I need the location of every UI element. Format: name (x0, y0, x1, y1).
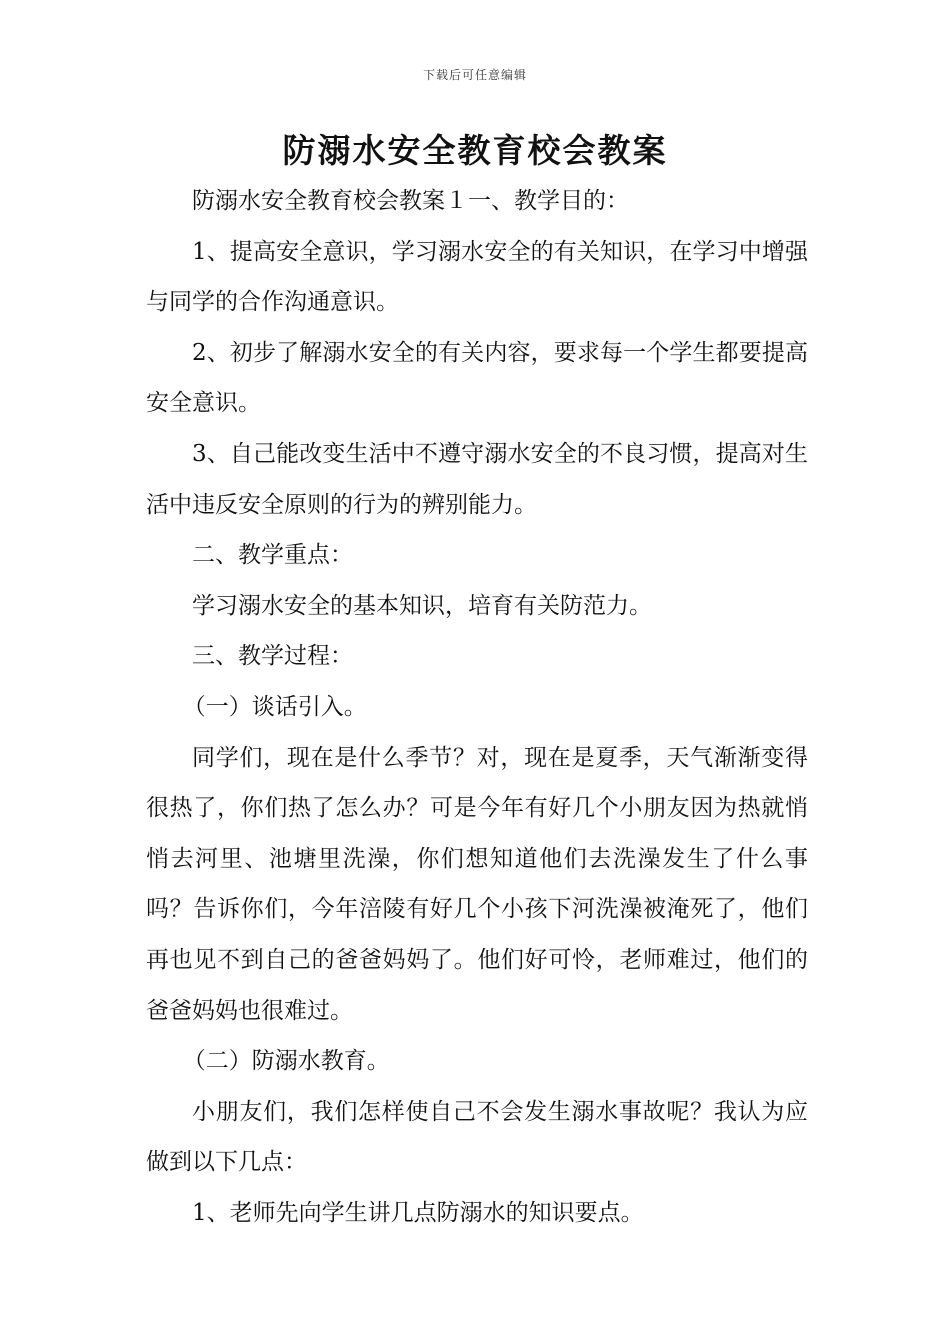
paragraph-intro: 防溺水安全教育校会教案１一、教学目的： (192, 188, 629, 214)
document-title: 防溺水安全教育校会教案 (282, 131, 668, 170)
subsection-heading-drowning-education: （二）防溺水教育。 (182, 1048, 390, 1075)
paragraph-goal-3: 3、自己能改变生活中不遵守溺水安全的不良习惯，提高对生活中违反安全原则的行为的辨别能力。 (146, 440, 808, 518)
paragraph-drowning-question: 小朋友们，我们怎样使自己不会发生溺水事故呢？我认为应做到以下几点： (146, 1098, 808, 1176)
subsection-heading-intro-talk: （一）谈话引入。 (182, 693, 367, 720)
paragraph-teacher-points: 1、老师先向学生讲几点防溺水的知识要点。 (192, 1199, 644, 1226)
paragraph-goal-1: 1、提高安全意识，学习溺水安全的有关知识，在学习中增强与同学的合作沟通意识。 (146, 238, 808, 316)
section-heading-process: 三、教学过程： (192, 643, 353, 670)
paragraph-intro-talk: 同学们，现在是什么季节？对，现在是夏季，天气渐渐变得很热了，你们热了怎么办？可是今年有好几个小朋友因为热就悄悄去河里、池塘里洗澡，你们想知道他们去洗澡发生了什么事吗？告诉你们，今年涪陵有好几个小孩下河洗澡被淹死了，他们再也见不到自己的爸爸妈妈了。他们好可怜，老师难过，他们的爸爸妈妈也很难过。 (146, 744, 808, 1024)
header-note: 下载后可任意编辑 (422, 68, 527, 82)
paragraph-goal-2: 2、初步了解溺水安全的有关内容，要求每一个学生都要提高安全意识。 (146, 339, 808, 417)
document-body (146, 176, 808, 1238)
section-heading-key-points: 二、教学重点： (192, 542, 353, 569)
paragraph-key-points: 学习溺水安全的基本知识，培育有关防范力。 (192, 592, 652, 619)
